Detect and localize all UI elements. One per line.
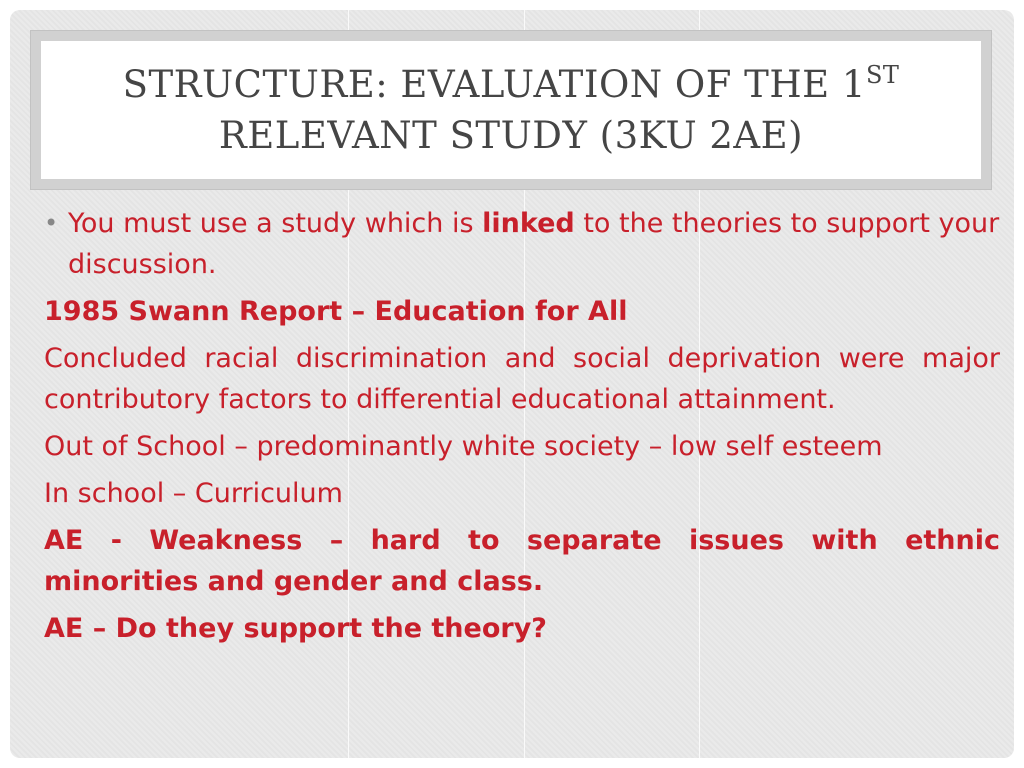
title-box bbox=[41, 41, 981, 179]
bullet-text-after: to the theories to support your discussion. bbox=[68, 208, 1000, 280]
title-line-1: STRUCTURE: EVALUATION OF THE 1 bbox=[122, 63, 866, 106]
ae-question-point: AE – Do they support the theory? bbox=[44, 613, 547, 644]
slide-title bbox=[123, 59, 900, 161]
bullet-text bbox=[68, 203, 1000, 285]
title-superscript: ST bbox=[865, 61, 900, 89]
bullet-icon: • bbox=[44, 209, 59, 237]
study-conclusion: Concluded racial discrimination and social deprivation were major contributory factors to differential educational attainment. bbox=[44, 343, 1000, 415]
in-school-point: In school – Curriculum bbox=[44, 478, 343, 509]
title-line-2: RELEVANT STUDY (3KU 2AE) bbox=[218, 114, 804, 157]
bullet-bold-word: linked bbox=[482, 208, 575, 239]
ae-weakness-point: AE - Weakness – hard to separate issues with ethnic minorities and gender and class. bbox=[44, 525, 1000, 597]
bullet-text-before: You must use a study which is bbox=[68, 208, 483, 239]
slide-content bbox=[44, 203, 1000, 649]
title-frame bbox=[30, 30, 992, 190]
study-heading: 1985 Swann Report – Education for All bbox=[44, 296, 628, 327]
slide bbox=[10, 10, 1014, 758]
out-of-school-point: Out of School – predominantly white society – low self esteem bbox=[44, 431, 883, 462]
bullet-point bbox=[44, 203, 1000, 285]
